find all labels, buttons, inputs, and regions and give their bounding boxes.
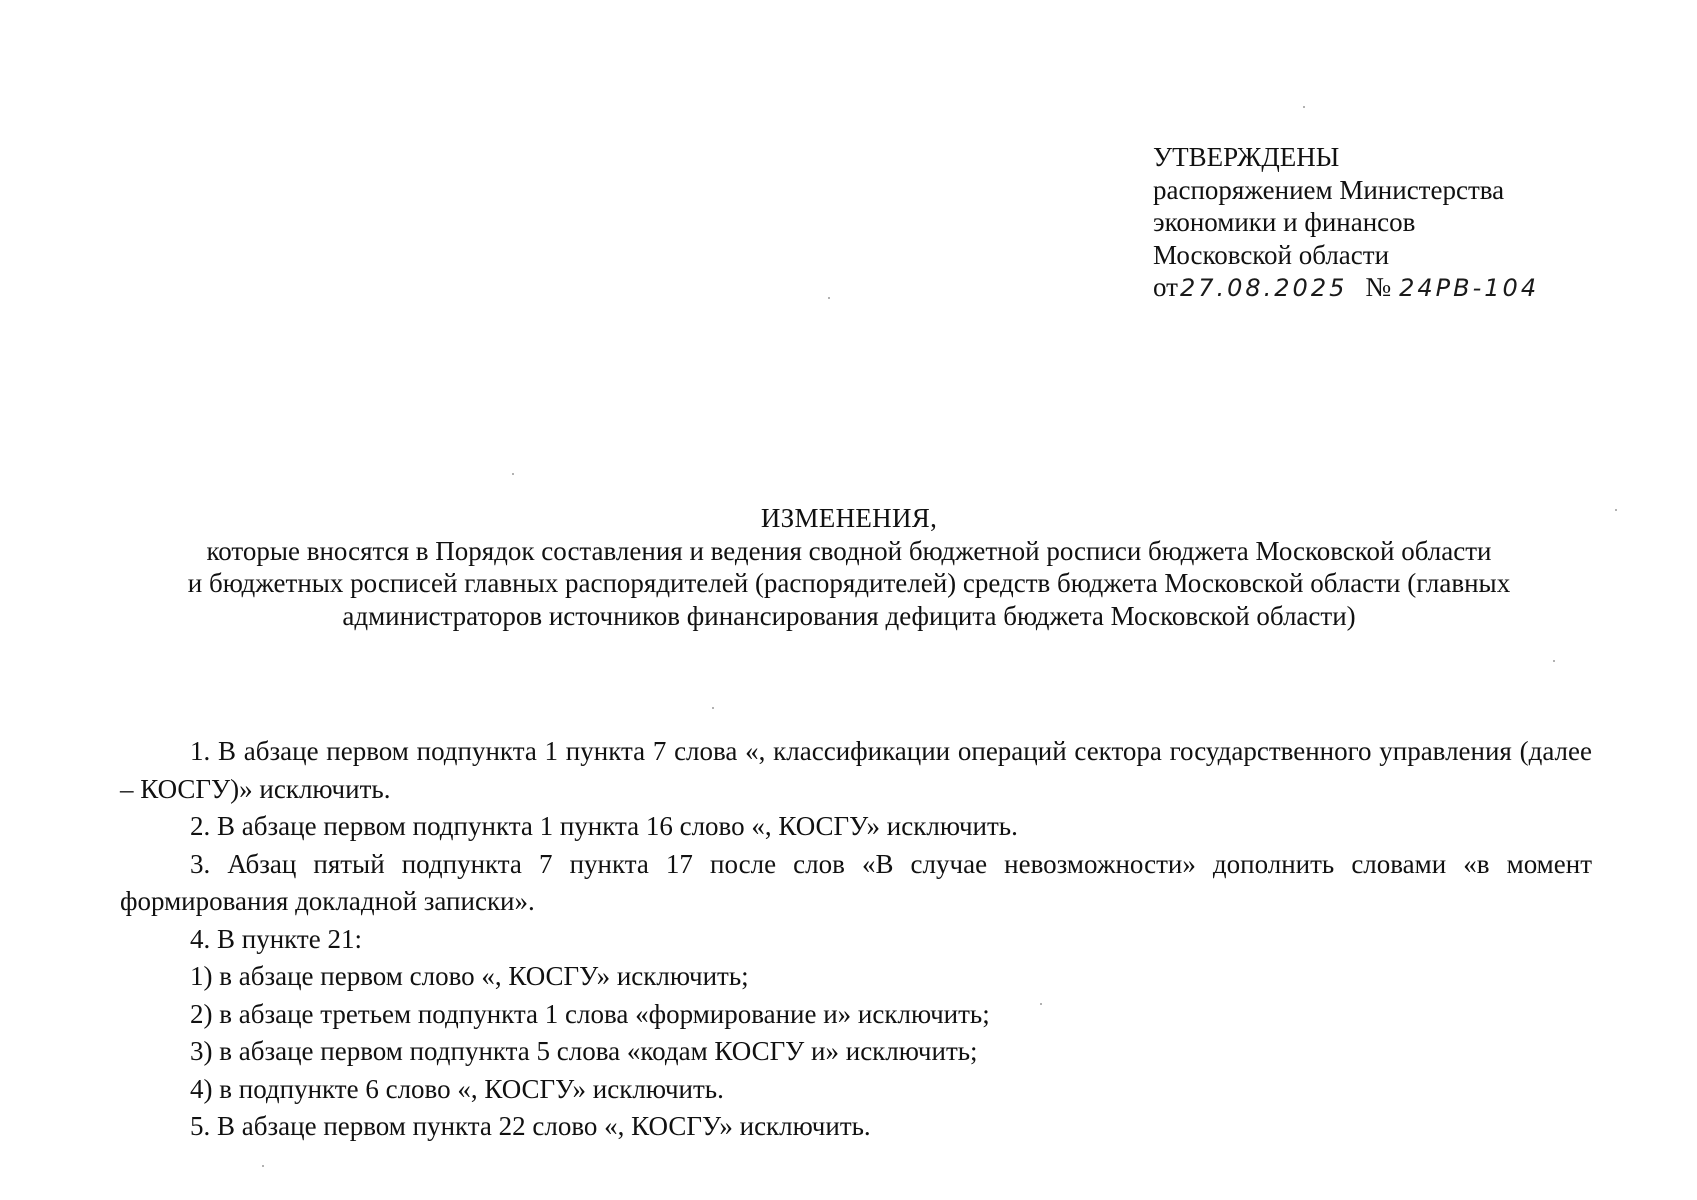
scan-speck bbox=[262, 1165, 264, 1167]
document-body bbox=[120, 733, 1592, 1146]
approval-heading: УТВЕРЖДЕНЫ bbox=[1153, 142, 1340, 172]
document-subtitle-line-2: и бюджетных росписей главных распорядителей (распорядителей) средств бюджета Московской области (главных bbox=[187, 568, 1511, 598]
approval-line-1: распоряжением Министерства bbox=[1153, 174, 1505, 205]
amendment-subitem-4-1: 1) в абзаце первом слово «, КОСГУ» исключить; bbox=[190, 961, 749, 991]
scan-speck bbox=[1040, 1003, 1042, 1005]
scan-speck bbox=[1303, 106, 1305, 108]
approval-date-handwritten: 27.08.2025 bbox=[1179, 274, 1348, 302]
document-title: ИЗМЕНЕНИЯ, bbox=[760, 503, 938, 533]
document-title-block bbox=[110, 502, 1588, 632]
approval-from-prefix: от bbox=[1153, 272, 1178, 302]
approval-line-2: экономики и финансов bbox=[1153, 207, 1416, 237]
amendment-item-2: 2. В абзаце первом подпункта 1 пункта 16 слово «, КОСГУ» исключить. bbox=[190, 811, 1018, 841]
scan-speck bbox=[1615, 509, 1617, 511]
approval-block bbox=[1153, 141, 1593, 305]
scan-speck bbox=[1553, 660, 1555, 662]
scan-speck bbox=[712, 707, 714, 709]
scan-speck bbox=[512, 473, 514, 475]
amendment-item-3: 3. Абзац пятый подпункта 7 пункта 17 после слов «В случае невозможности» дополнить словами «в момент формирования докладной записки». bbox=[120, 848, 1592, 916]
approval-line-3: Московской области bbox=[1153, 239, 1390, 270]
amendment-item-4: 4. В пункте 21: bbox=[190, 923, 362, 954]
document-subtitle-line-1: которые вносятся в Порядок составления и ведения сводной бюджетной росписи бюджета Московской области bbox=[206, 535, 1492, 566]
amendment-item-5: 5. В абзаце первом пункта 22 слово «, КОСГУ» исключить. bbox=[190, 1111, 871, 1141]
approval-date-number-line bbox=[1153, 271, 1593, 305]
amendment-subitem-4-3: 3) в абзаце первом подпункта 5 слова «кодам КОСГУ и» исключить; bbox=[190, 1036, 978, 1066]
amendment-item-1: 1. В абзаце первом подпункта 1 пункта 7 слова «, классификации операций сектора государственного управления (далее – КОСГУ)» исключить. bbox=[120, 736, 1592, 804]
amendment-subitem-4-2: 2) в абзаце третьем подпункта 1 слова «формирование и» исключить; bbox=[190, 998, 990, 1029]
document-subtitle-line-3: администраторов источников финансирования дефицита бюджета Московской области) bbox=[342, 600, 1356, 631]
approval-number-handwritten: 24РВ-104 bbox=[1399, 274, 1540, 302]
approval-number-sign: № bbox=[1365, 272, 1392, 302]
amendment-subitem-4-4: 4) в подпункте 6 слово «, КОСГУ» исключить. bbox=[190, 1073, 724, 1104]
scan-speck bbox=[828, 297, 830, 299]
